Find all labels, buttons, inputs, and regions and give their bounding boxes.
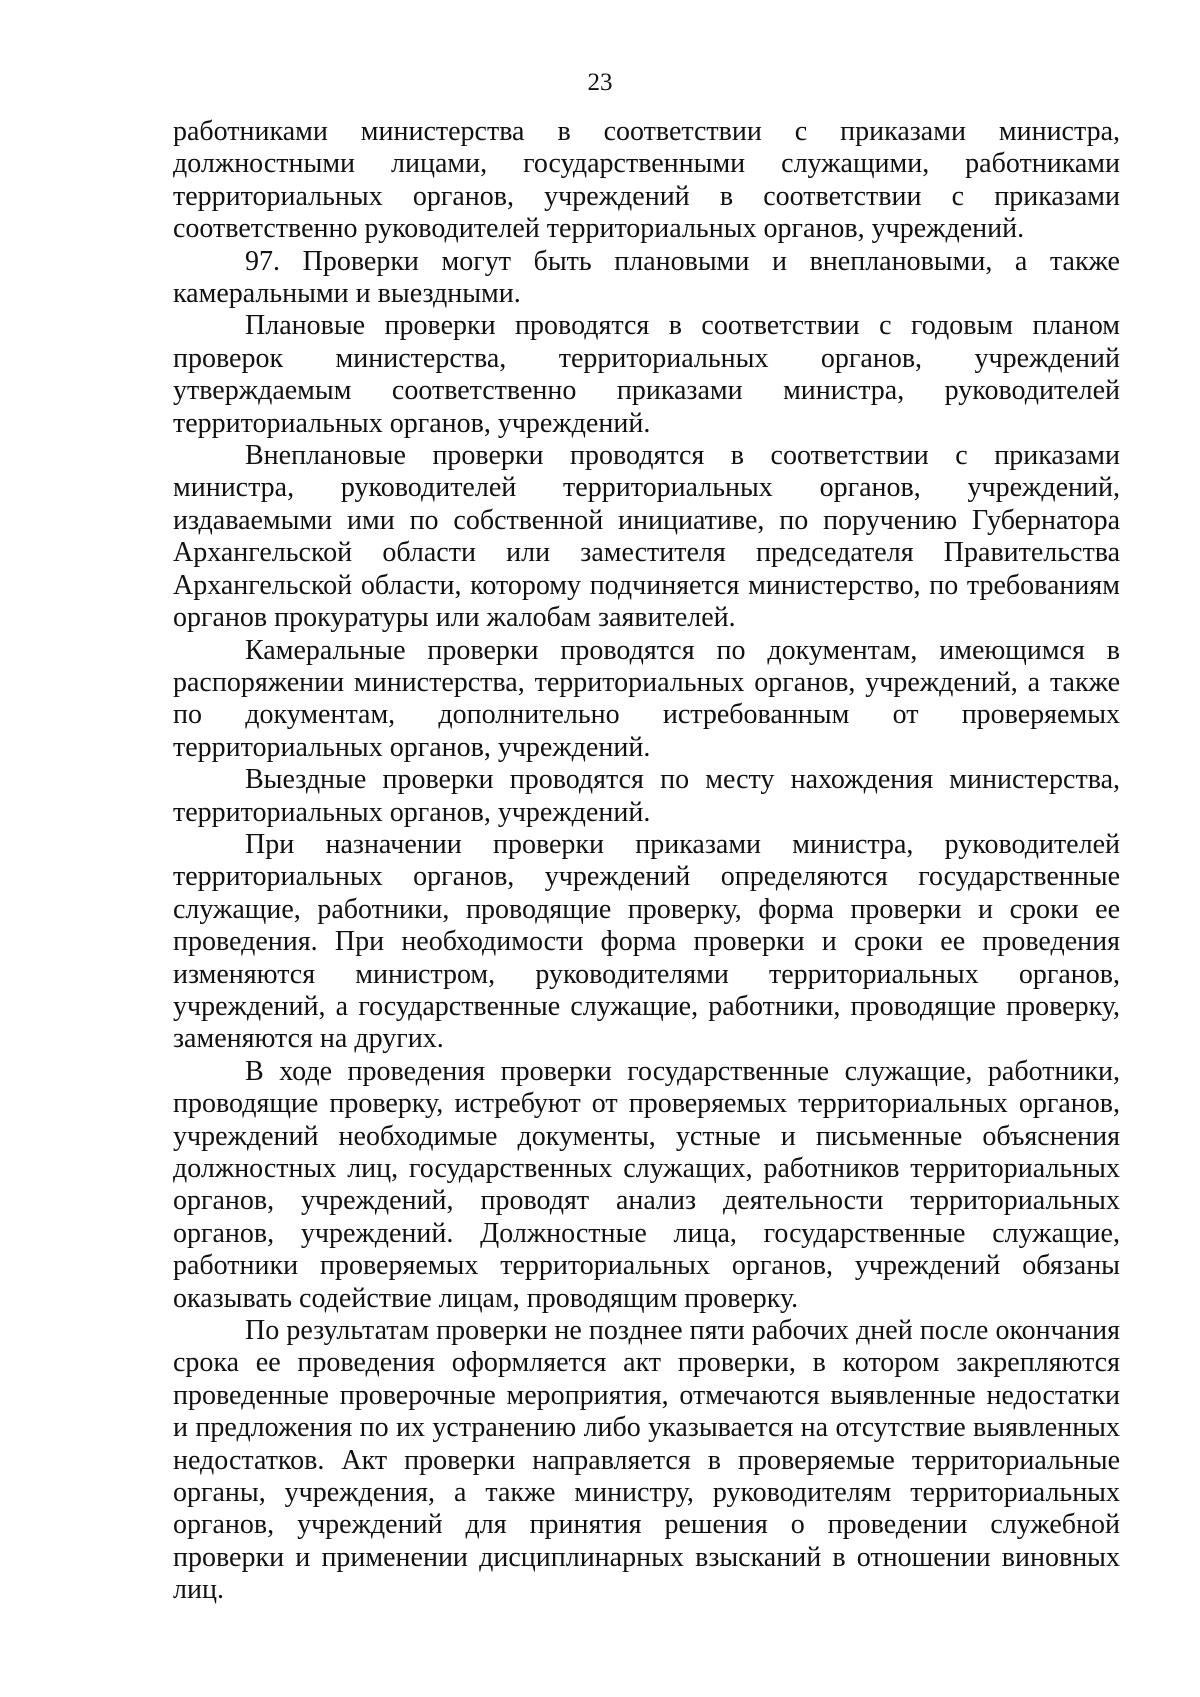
- paragraph: 97. Проверки могут быть плановыми и внеплановыми, а также камеральными и выездными.: [173, 245, 1120, 310]
- document-body: [173, 116, 1120, 1607]
- paragraph: При назначении проверки приказами министра, руководителей территориальных органов, учреждений определяются государственные служащие, работники, проводящие проверку, форма проверки и сроки ее проведения. При необходимости форма проверки и сроки ее проведения изменяются министром, руководителями территориальных органов, учреждений, а государственные служащие, работники, проводящие проверку, заменяются на других.: [173, 828, 1120, 1055]
- paragraph: Внеплановые проверки проводятся в соответствии с приказами министра, руководителей территориальных органов, учреждений, издаваемыми ими по собственной инициативе, по поручению Губернатора Архангельской области или заместителя председателя Правительства Архангельской области, которому подчиняется министерство, по требованиям органов прокуратуры или жалобам заявителей.: [173, 440, 1120, 634]
- paragraph: Камеральные проверки проводятся по документам, имеющимся в распоряжении министерства, территориальных органов, учреждений, а также по документам, дополнительно истребованным от проверяемых территориальных органов, учреждений.: [173, 634, 1120, 763]
- paragraph: Плановые проверки проводятся в соответствии с годовым планом проверок министерства, территориальных органов, учреждений утверждаемым соответственно приказами министра, руководителей территориальных органов, учреждений.: [173, 310, 1120, 439]
- paragraph: По результатам проверки не позднее пяти рабочих дней после окончания срока ее проведения оформляется акт проверки, в котором закрепляются проведенные проверочные мероприятия, отмечаются выявленные недостатки и предложения по их устранению либо указывается на отсутствие выявленных недостатков. Акт проверки направляется в проверяемые территориальные органы, учреждения, а также министру, руководителям территориальных органов, учреждений для принятия решения о проведении служебной проверки и применении дисциплинарных взысканий в отношении виновных лиц.: [173, 1315, 1120, 1606]
- paragraph: В ходе проведения проверки государственные служащие, работники, проводящие проверку, истребуют от проверяемых территориальных органов, учреждений необходимые документы, устные и письменные объяснения должностных лиц, государственных служащих, работников территориальных органов, учреждений, проводят анализ деятельности территориальных органов, учреждений. Должностные лица, государственные служащие, работники проверяемых территориальных органов, учреждений обязаны оказывать содействие лицам, проводящим проверку.: [173, 1055, 1120, 1314]
- paragraph: Выездные проверки проводятся по месту нахождения министерства, территориальных органов, учреждений.: [173, 764, 1120, 828]
- paragraph: работниками министерства в соответствии с приказами министра, должностными лицами, государственными служащими, работниками территориальных органов, учреждений в соответствии с приказами соответственно руководителей территориальных органов, учреждений.: [173, 116, 1120, 245]
- page-number: 23: [587, 69, 613, 96]
